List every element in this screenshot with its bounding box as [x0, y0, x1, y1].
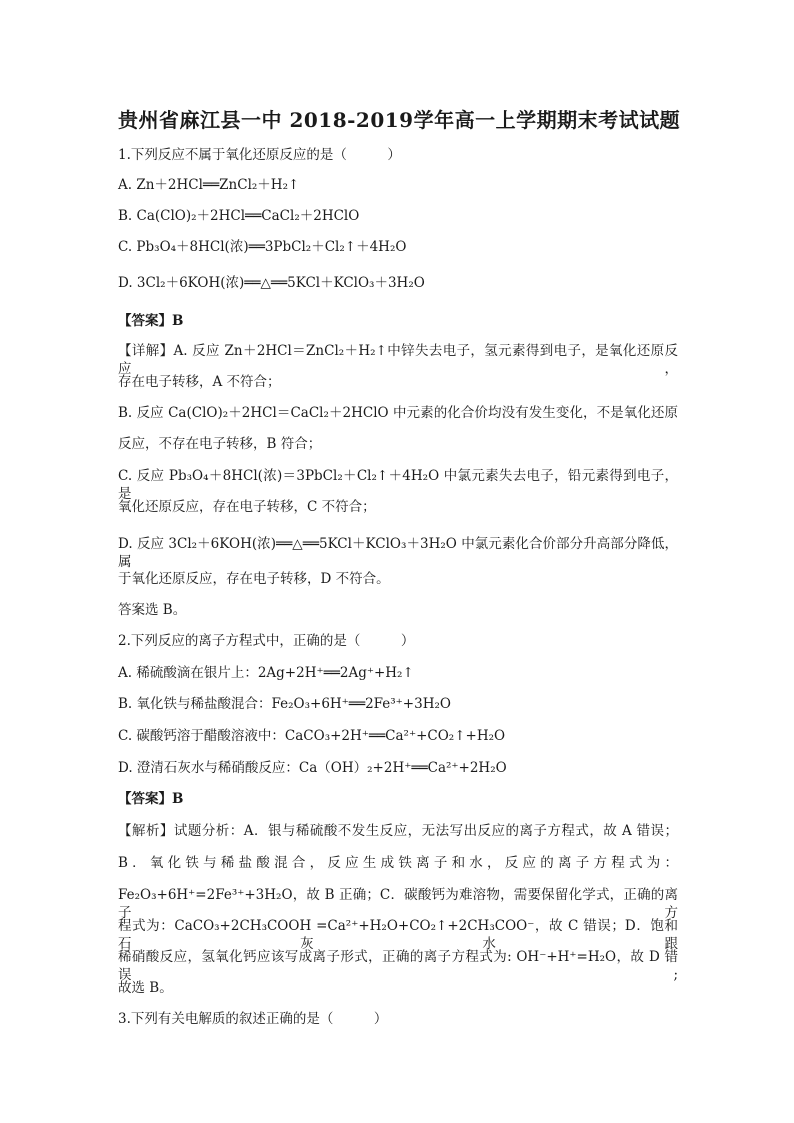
- question-2-option-d: D. 澄清石灰水与稀硝酸反应：Ca（OH）₂+2H⁺══Ca²⁺+2H₂O: [118, 760, 507, 776]
- question-1-detail-line: D. 反应 3Cl₂＋6KOH(浓)══△══5KCl＋KClO₃＋3H₂O 中氯元素化合价部分升高部分降低，属: [118, 536, 678, 570]
- question-1-answer: 【答案】B: [118, 313, 184, 329]
- question-2-option-b: B. 氧化铁与稀盐酸混合：Fe₂O₃+6H⁺══2Fe³⁺+3H₂O: [118, 696, 451, 712]
- question-2-option-a: A. 稀硫酸滴在银片上：2Ag+2H⁺══2Ag⁺+H₂↑: [118, 665, 414, 681]
- question-1-detail-line: C. 反应 Pb₃O₄＋8HCl(浓)＝3PbCl₂＋Cl₂↑＋4H₂O 中氯元素失去电子，铅元素得到电子，是: [118, 468, 678, 502]
- question-1-detail-line: 氧化还原反应，存在电子转移，C 不符合；: [118, 499, 376, 515]
- question-1-detail-line: 【详解】A. 反应 Zn＋2HCl＝ZnCl₂＋H₂↑中锌失去电子，氢元素得到电子，是氧化还原反应，: [118, 343, 678, 377]
- question-2-analysis-line: 稀硝酸反应，氢氧化钙应该写成离子形式，正确的离子方程式为: OH⁻+H⁺=H₂O，故 D 错误;: [118, 949, 678, 983]
- question-1-option-b: B. Ca(ClO)₂＋2HCl══CaCl₂＋2HClO: [118, 208, 360, 224]
- question-1-option-a: A. Zn＋2HCl══ZnCl₂＋H₂↑: [118, 177, 300, 193]
- page-title: 贵州省麻江县一中 2018-2019学年高一上学期期末考试试题: [118, 108, 681, 132]
- question-2-answer: 【答案】B: [118, 791, 184, 807]
- question-3-stem: 3.下列有关电解质的叙述正确的是（ ）: [118, 1011, 388, 1027]
- question-2-analysis-line: Fe₂O₃+6H⁺=2Fe³⁺+3H₂O，故 B 正确；C．碳酸钙为难溶物，需要保留化学式，正确的离子方: [118, 887, 678, 921]
- question-1-detail-line: 存在电子转移，A 不符合；: [118, 374, 281, 390]
- question-2-analysis-line: B．氧化铁与稀盐酸混合，反应生成铁离子和水，反应的离子方程式为：: [118, 855, 678, 871]
- question-2-option-c: C. 碳酸钙溶于醋酸溶液中：CaCO₃+2H⁺══Ca²⁺+CO₂↑+H₂O: [118, 728, 506, 744]
- question-1-conclusion: 答案选 B。: [118, 602, 187, 618]
- question-1-detail-line: 于氧化还原反应，存在电子转移，D 不符合。: [118, 571, 390, 587]
- question-1-option-d: D. 3Cl₂＋6KOH(浓)══△══5KCl＋KClO₃＋3H₂O: [118, 275, 425, 291]
- question-1-stem: 1.下列反应不属于氧化还原反应的是（ ）: [118, 147, 401, 163]
- question-1-detail-line: 反应，不存在电子转移，B 符合；: [118, 436, 322, 452]
- question-1-detail-line: B. 反应 Ca(ClO)₂＋2HCl＝CaCl₂＋2HClO 中元素的化合价均没有发生变化，不是氧化还原: [118, 405, 678, 421]
- question-2-analysis-line: 故选 B。: [118, 980, 173, 996]
- question-2-analysis-line: 程式为：CaCO₃+2CH₃COOH =Ca²⁺+H₂O+CO₂↑+2CH₃COO⁻，故 C 错误；D．饱和石灰水跟: [118, 918, 678, 952]
- question-2-stem: 2.下列反应的离子方程式中，正确的是（ ）: [118, 633, 415, 649]
- question-1-option-c: C. Pb₃O₄＋8HCl(浓)══3PbCl₂＋Cl₂↑＋4H₂O: [118, 239, 407, 255]
- question-2-analysis-line: 【解析】试题分析：A．银与稀硫酸不发生反应，无法写出反应的离子方程式，故 A 错误；: [118, 823, 678, 839]
